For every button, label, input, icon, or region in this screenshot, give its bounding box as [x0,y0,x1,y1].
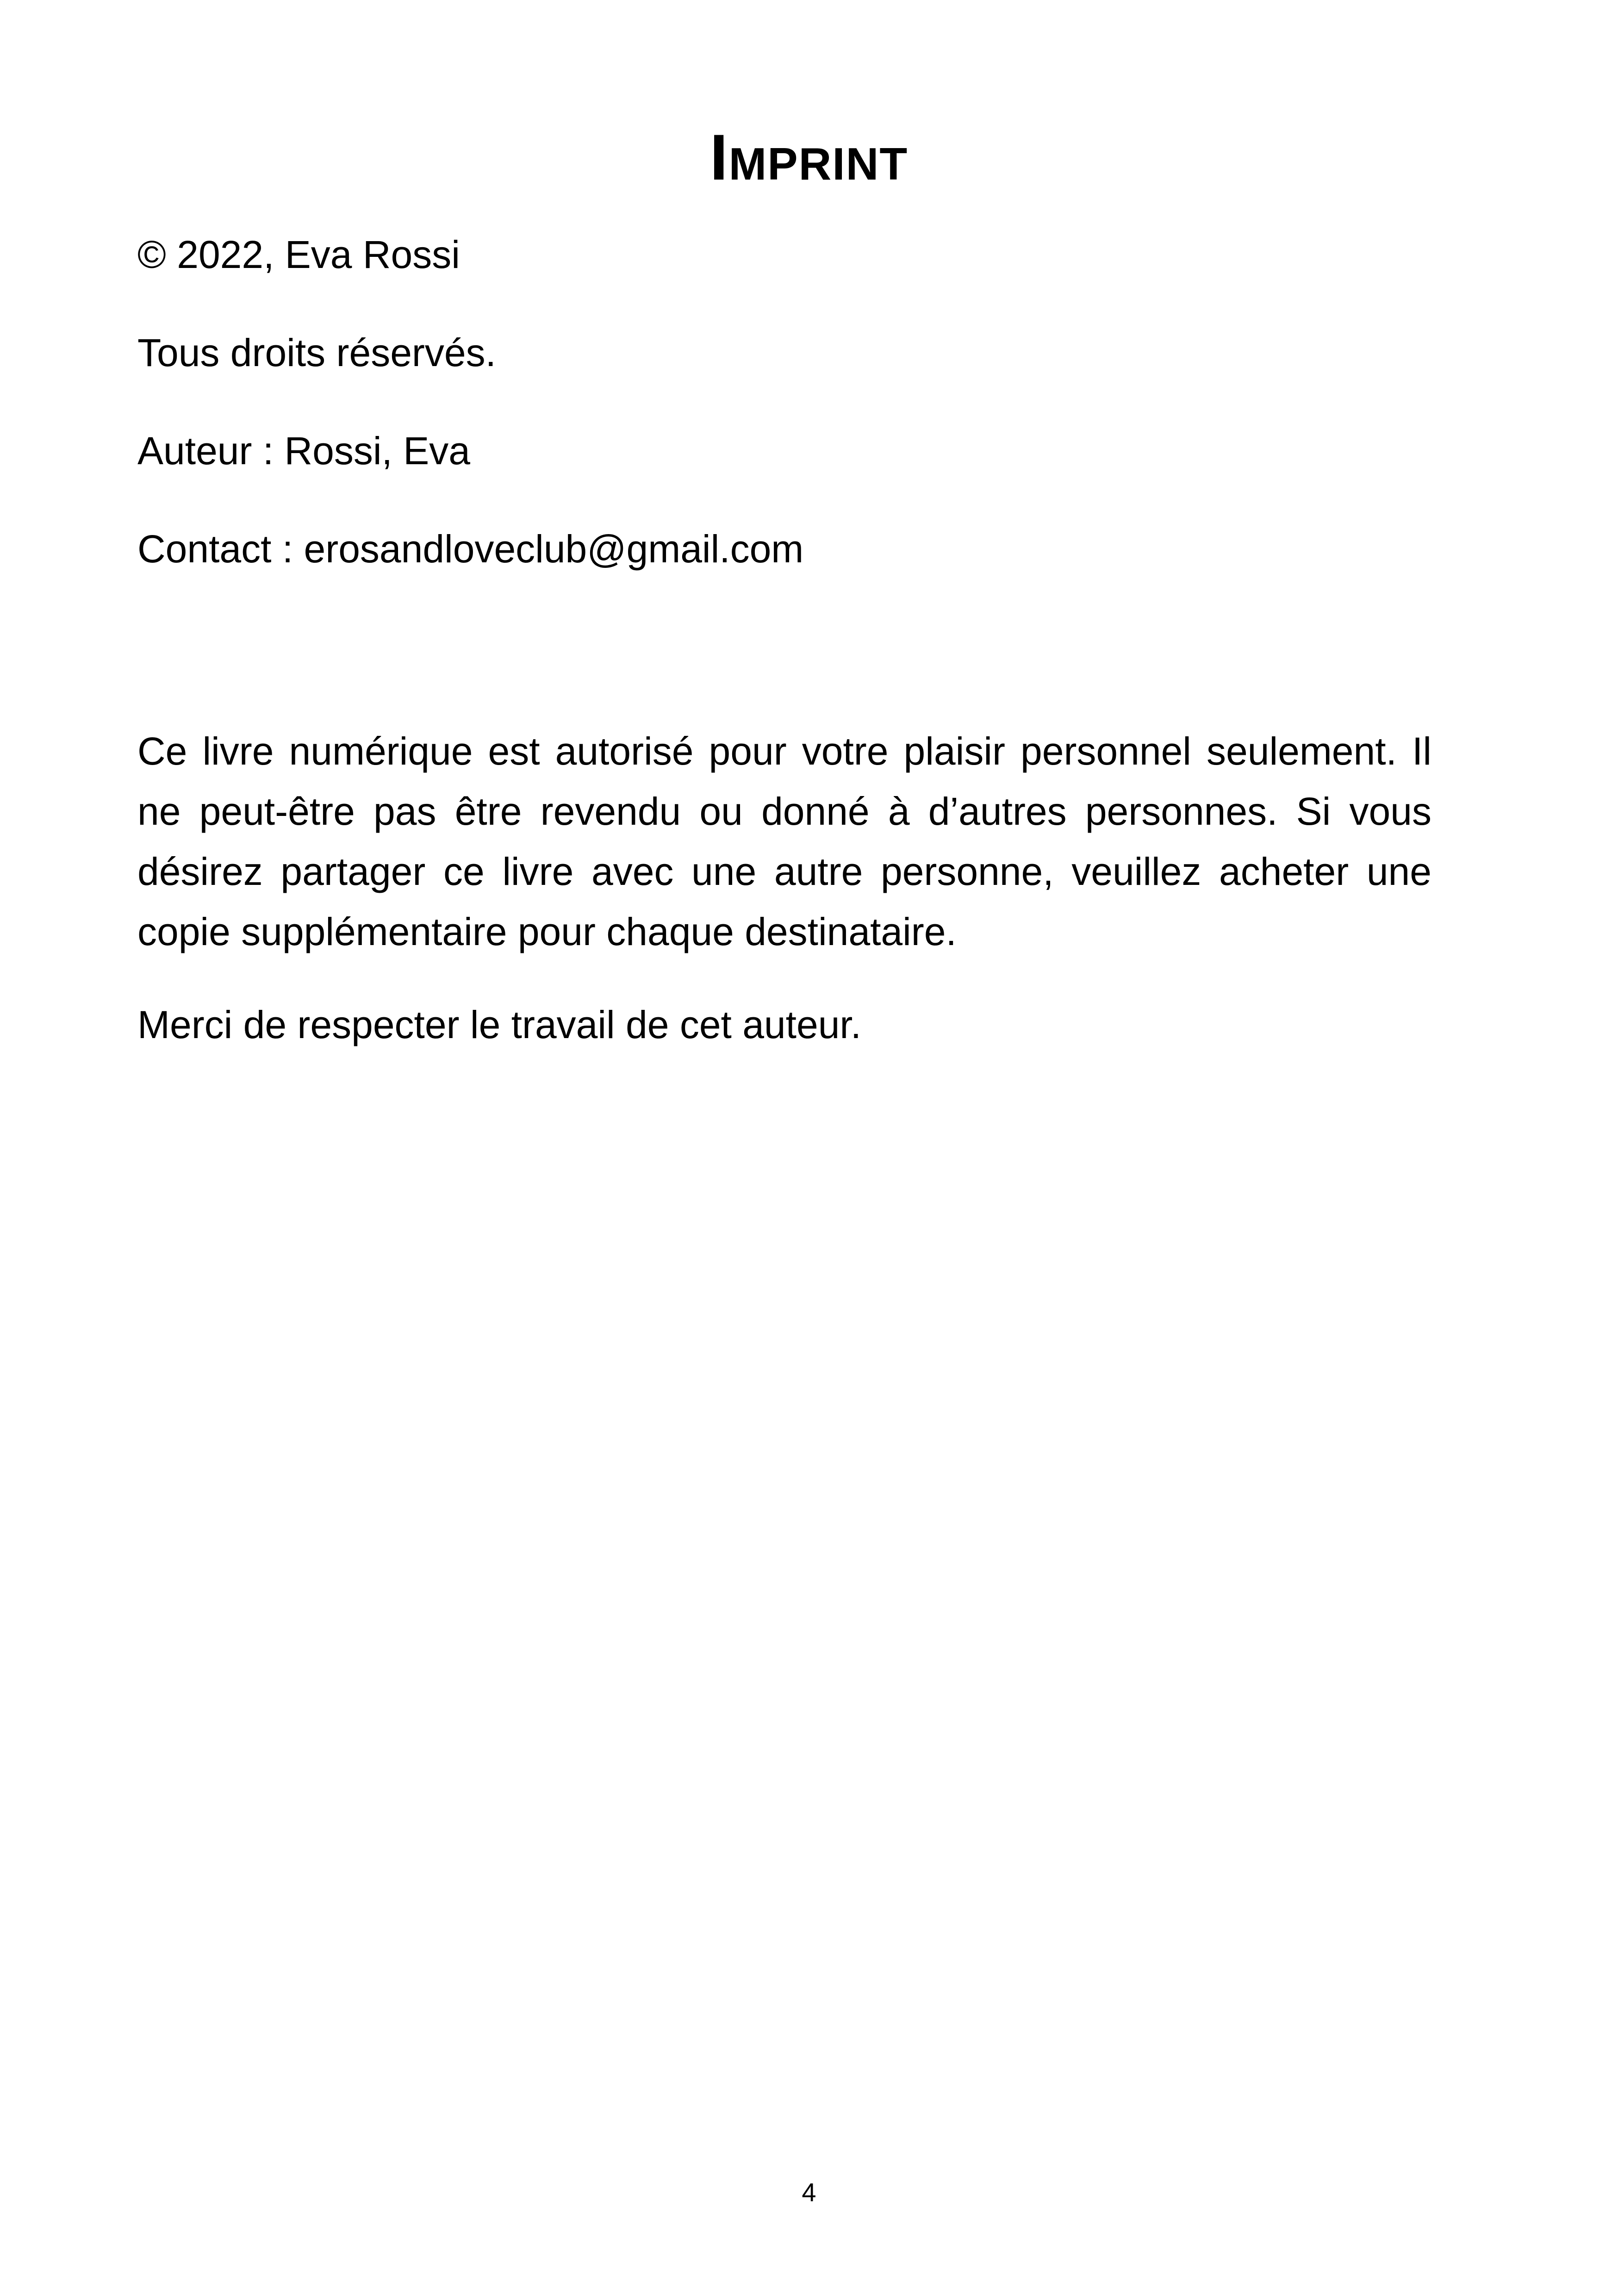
contact-line: Contact : erosandloveclub@gmail.com [137,527,804,571]
page-title: Imprint [709,121,909,193]
author-line: Auteur : Rossi, Eva [137,429,470,473]
rights-line: Tous droits réservés. [137,331,496,374]
license-paragraph: Ce livre numérique est autorisé pour votre plaisir personnel seulement. Il ne peut-être pas être revendu ou donné à d’autres personnes. Si vous désirez partager ce livre avec une autre personne, veuillez acheter une copie supplémentaire pour chaque destinataire. [137,729,1431,953]
copyright-line: © 2022, Eva Rossi [137,233,460,276]
thanks-line: Merci de respecter le travail de cet auteur. [137,1003,862,1046]
page-number: 4 [802,2178,816,2207]
